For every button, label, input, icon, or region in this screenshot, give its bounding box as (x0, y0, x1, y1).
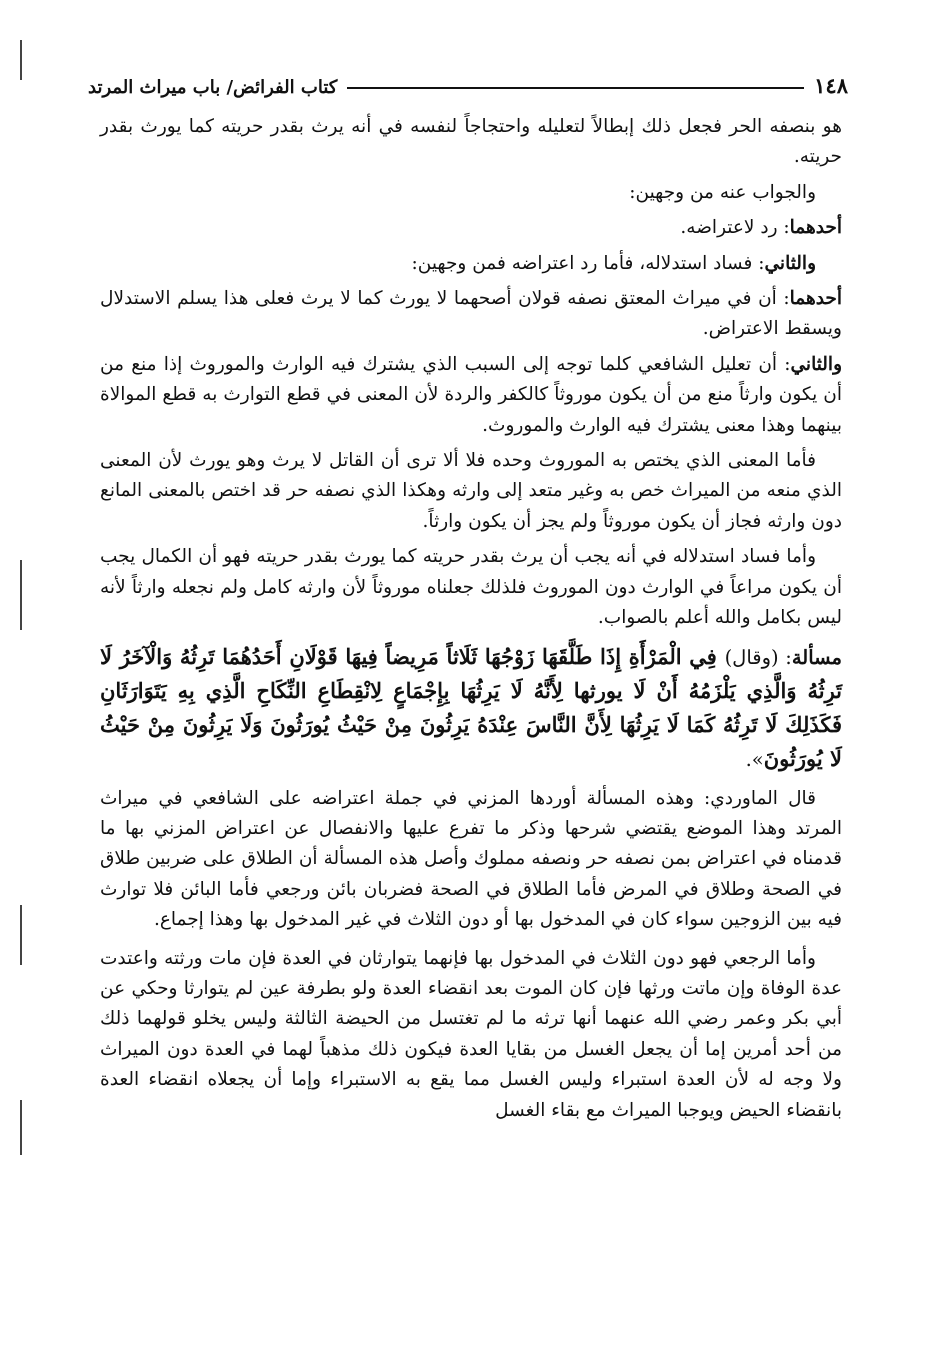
scan-margin-mark (20, 40, 22, 80)
scan-margin-mark (20, 560, 22, 630)
paragraph-text: وأما الرجعي فهو دون الثلاث في المدخول بها فإنهما يتوارثان في العدة فإن مات ورثته واعتدت عدة الوفاة وإن ماتت ورثها فإن كان الموت بعد انقضاء العدة ولو بطرفة عين لم يتوارثا وحكي عن أبي بكر وعمر رضي الله عنهما أنها ترثه ما لم تغتسل من الحيضة الثالثة وليس يخلو قولهما ذلك من أحد أمرين إما أن يجعل الغسل من بقايا العدة فيكون ذلك مذهباً لهما في العدة دون الميراث ولا وجه له لأن العدة استبراء وليس الغسل مما يقع به الاستبراء وإما أن يجعلاه انقضاء العدة بانقضاء الحيض ويوجبا الميراث مع بقاء الغسل (100, 947, 842, 1121)
paragraph-text: : رد لاعتراضه. (680, 217, 790, 239)
page-body (100, 112, 842, 1134)
paragraph (100, 446, 842, 537)
paragraph-text: والجواب عنه من وجهين: (629, 181, 816, 203)
running-title: كتاب الفرائض/ باب ميراث المرتد (88, 77, 338, 98)
scan-margin-mark (20, 905, 22, 965)
scan-margin-mark (20, 1100, 22, 1155)
paragraph-text: هو بنصفه الحر فجعل ذلك إبطالاً لتعليله واحتجاجاً لنفسه في أنه يرث بقدر حريته كما يورث بقدر حريته. (100, 116, 842, 168)
paragraph-text: : أن تعليل الشافعي كلما توجه إلى السبب الذي يشترك فيه الوارث والموروث إذا منع من أن يكون وارثاً منع من أن يكون موروثاً كالكفر والردة لأن المعنى في قطع التوارث به قطع الموالاة بينهما وهذا معنى يشترك فيه الوارث والموروث. (100, 353, 842, 436)
paragraph-lead: أحدهما (789, 288, 842, 310)
paragraph (100, 350, 842, 441)
paragraph-text: فأما المعنى الذي يختص به الموروث وحده فلا ألا ترى أن القاتل لا يرث وهو يورث لأن المعنى الذي منعه من الميراث خص به وغير متعد إلى وارثه وهكذا الذي نصفه حر قد اختص بالمعنى المانع دون وارثه فجاز أن يكون موروثاً ولم يجز أن يكون وارثاً. (100, 450, 842, 532)
masala-lead: مسألة (791, 645, 842, 669)
paragraph (100, 249, 842, 279)
paragraph-lead: والثاني (764, 252, 816, 274)
paragraph-text: : أن في ميراث المعتق نصفه قولان أصحهما لا يورث كما لا يرث فعلى هذا يسلم الاستدلال ويسقط الاعتراض. (100, 288, 842, 340)
paragraph-lead: أحدهما (789, 217, 842, 239)
paragraph-text: قال الماوردي: وهذه المسألة أوردها المزني في جملة اعتراضه على الشافعي في ميراث المرتد وهذا الموضع يقتضي شرحها وذكر ما تفرع عليها والانفصال عن اعتراض المزني بها ما قدمناه في اعتراض بمن نصفه حر ونصفه مملوك وأصل هذه المسألة أن الطلاق على ضربين طلاق في الصحة وطلاق في المرض فأما الطلاق في الصحة فضربان بائن ورجعي فأما البائن فلا توارث فيه بين الزوجين سواء كان في المدخول بها أو دون الثلاث في غير المدخول بها وهذا إجماع. (100, 787, 842, 931)
masala-quote: فِي الْمَرْأَةِ إِذَا طَلَّقَهَا زَوْجُهَا ثَلَاثاً مَرِيضاً فِيهَا قَوْلَانِ أَحَدُهُمَا تَرِثُهُ وَالْآخَرُ لَا تَرِثُهُ وَالَّذِي يَلْزَمُهُ أَنْ لَا يورثها لِأَنَّهُ لَا يَرِثُهَا بِإِجْمَاعٍ لِانْقِطَاعِ النِّكَاحِ الَّذِي بِهِ يَتَوَارَثَانِ فَكَذَلِكَ لَا تَرِثُهُ كَمَا لَا يَرِثُهَا لِأَنَّ النَّاسَ عِنْدَهُ يَرِثُونَ مِنْ حَيْثُ يُورَثُونَ وَلَا يَرِثُونَ مِنْ حَيْثُ لَا يُورَثُونَ (100, 643, 842, 771)
paragraph (100, 542, 842, 633)
paragraph-text: : فساد استدلاله، فأما رد اعتراضه فمن وجهين: (411, 252, 765, 274)
masala-intro: : (وقال) (724, 645, 792, 669)
paragraph (100, 178, 842, 208)
paragraph (100, 284, 842, 345)
masala-paragraph (100, 640, 842, 776)
paragraph-text: وأما فساد استدلاله في أنه يجب أن يرث بقدر حريته كما يورث بقدر حريته فهو أن الكمال يجب أن يكون مراعاً في الوارث دون الموروث فلذلك جعلناه موروثاً لأن وارثه كامل ولم نجعله وارثاً لأنه ليس بكامل والله أعلم بالصواب. (100, 546, 842, 629)
header-rule (347, 87, 804, 89)
paragraph (100, 944, 842, 1126)
page-header (88, 64, 848, 98)
masala-close: ». (745, 747, 764, 771)
paragraph (100, 213, 842, 243)
page-number: ١٤٨ (814, 73, 848, 98)
paragraph-lead: والثاني (790, 353, 842, 375)
paragraph (100, 112, 842, 173)
paragraph (100, 784, 842, 936)
